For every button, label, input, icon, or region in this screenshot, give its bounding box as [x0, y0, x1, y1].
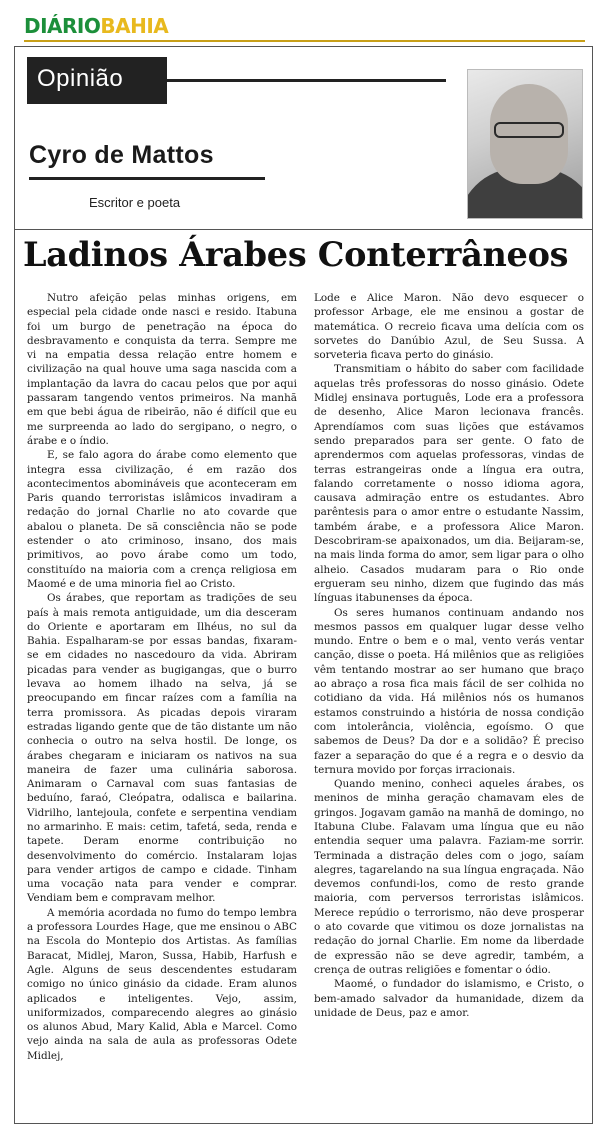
- paragraph: Os seres humanos continuam andando nos mesmos passos em qualquer lugar desse velho mundo. Entre o bem e o mal, vento verás ventar canção, disse o poeta. Há milênios que as religiões vêm tentando mostrar ao ser humano que braço ao abraço a rosa fica mais fácil de ser colhida no cotidiano da vida. Há milênios nós os humanos estamos construindo a história de nossa condição com intolerância, violência, egoísmo. O que sabemos de Deus? Da dor e a solidão? É preciso fazer a separação do que é a regra e o desvio da ternura movido por forças irracionais.: [314, 606, 584, 776]
- header-separator: [15, 229, 592, 230]
- masthead-diario: DIÁRIO: [24, 14, 101, 38]
- paragraph: E, se falo agora do árabe como elemento que integra essa civilização, é em razão dos acontecimentos abomináveis que aconteceram em Paris quando terroristas islâmicos invadiram a redação do jornal Charlie no ato covarde que abalou o planeta. De sã consciência não se pode estender o ato criminoso, insano, dos mais primitivos, ao povo árabe como um todo, constituído na maioria com a crença religiosa em Maomé e de uma minoria fiel ao Cristo.: [27, 449, 297, 590]
- author-rule: [29, 177, 265, 180]
- article-column-right: [314, 291, 584, 1020]
- author-role: Escritor e poeta: [89, 195, 181, 210]
- article-title: Ladinos Árabes Conterrâneos: [23, 235, 569, 274]
- section-label: Opinião: [37, 65, 124, 92]
- paragraph: Nutro afeição pelas minhas origens, em especial pela cidade onde nasci e resido. Itabuna foi um burgo de penetração na época do desbravamento e conquista da terra. Sempre me vi na empatia dessa relação entre homem e civilização na qual houve uma saga nascida com a implantação da lavra do cacau pelos que por aqui passaram tangendo ventos primeiros. Na manhã em que bebi água de ribeirão, não é difícil que eu me surpreenda ao lado do sergipano, o negro, o árabe e o índio.: [27, 292, 297, 447]
- paragraph: A memória acordada no fumo do tempo lembra a professora Lourdes Hage, que me ensinou o ABC na Escola do Montepio dos Artistas. As famílias Baracat, Midlej, Maron, Sussa, Habib, Harfush e Agle. Alguns de seus descendentes estudaram comigo no único ginásio da cidade. Eram alunos aplicados e inteligentes. Vejo, assim, uniformizados, comparecendo alegres ao ginásio os alunos Abud, Mary Kalid, Abla e Marcel. Como vejo ainda na sala de aula as professoras Odete Midlej,: [27, 906, 297, 1062]
- photo-glasses: [494, 122, 564, 138]
- masthead-bahia: BAHIA: [100, 14, 169, 38]
- author-photo: [467, 69, 583, 219]
- paragraph: Maomé, o fundador do islamismo, e Cristo, o bem-amado salvador da humanidade, dizem da unidade de Deus, paz e amor.: [314, 978, 584, 1019]
- paragraph: Quando menino, conheci aqueles árabes, os meninos de minha geração chamavam eles de gringos. Jogavam gamão na manhã de domingo, no Itabuna Clube. Falavam uma língua que eu não entendia sequer uma palavra. Faziam-me sorrir. Terminada a distração deles com o jogo, saíam alegres, tagarelando na sua língua engraçada. Não devemos confundi-los, como de resto grande maioria, com perversos terroristas islâmicos. Merece repúdio o terrorismo, não deve prosperar o ato covarde que vitimou os doze jornalistas na redação do jornal Charlie. Em nome da liberdade de expressão não se deve agredir, também, a crença de outras religiões e fomentar o ódio.: [314, 778, 584, 976]
- paragraph-continuation: Lode e Alice Maron. Não devo esquecer o professor Arbage, ele me ensinou a gostar de matemática. O recreio ficava uma delícia com os sorvetes do Danúbio Azul, de Seu Sussa. A sorveteria ficava perto do ginásio.: [314, 292, 584, 362]
- section-label-box: [27, 57, 167, 104]
- paragraph: Transmitiam o hábito do saber com facilidade aquelas três professoras do nosso ginásio. Odete Midlej ensinava português, Lode era a professora de desenho, Alice Maron lecionava francês. Aprendíamos com suas lições que estávamos sendo preparados para ser gente. O fato de aprendermos com aquelas professoras, vindas de terras estrangeiras onde a língua era outra, falando corretamente o nosso idioma agora, causava admiração entre os estudantes. Abro parêntesis para o amor entre o estudante Nassim, também árabe, e a professora Alice Maron. Descobriram-se apaixonados, um dia. Beijaram-se, na mais linda forma do amor, sem ligar para o olho alheio. Casados mudaram para o Rio onde ergueram seu ninho, dizem que fugindo das más línguas itabunenses da época.: [314, 363, 584, 605]
- masthead: [24, 14, 584, 38]
- article-column-left: [27, 291, 297, 1063]
- section-rule: [167, 79, 446, 82]
- paragraph: Os árabes, que reportam as tradições de seu país à mais remota antiguidade, um dia desceram do Oriente e aportaram em Ilhéus, no sul da Bahia. Espalharam-se por essas bandas, fixaram-se em cidades no nascedouro da vida. Abriram picadas para vender as bugigangas, que o burro levava ao homem ilhado na selva, já se preocupando em fincar raízes com a família na terra promissora. As picadas depois viraram estradas ligando gente que de tão distante um não conhecia o outro na selva hostil. De longe, os árabes chegaram e iniciaram os nativos na sua maneira de fazer uma culinária saborosa. Animaram o Carnaval com suas fantasias de beduíno, faraó, Cleópatra, odalisca e bailarina. Vidrilho, lantejoula, confete e serpentina vendiam no armarinho. E mais: cetim, tafetá, seda, renda e tapete. Deram enorme contribuição no desenvolvimento do comércio. Instalaram lojas para vender artigos de campo e cidade. Tinham uma vocação nata para vender e comprar. Vendiam bem e compravam melhor.: [27, 592, 297, 905]
- author-name: Cyro de Mattos: [29, 141, 214, 169]
- article-frame: [14, 46, 593, 1124]
- masthead-rule: [24, 40, 585, 42]
